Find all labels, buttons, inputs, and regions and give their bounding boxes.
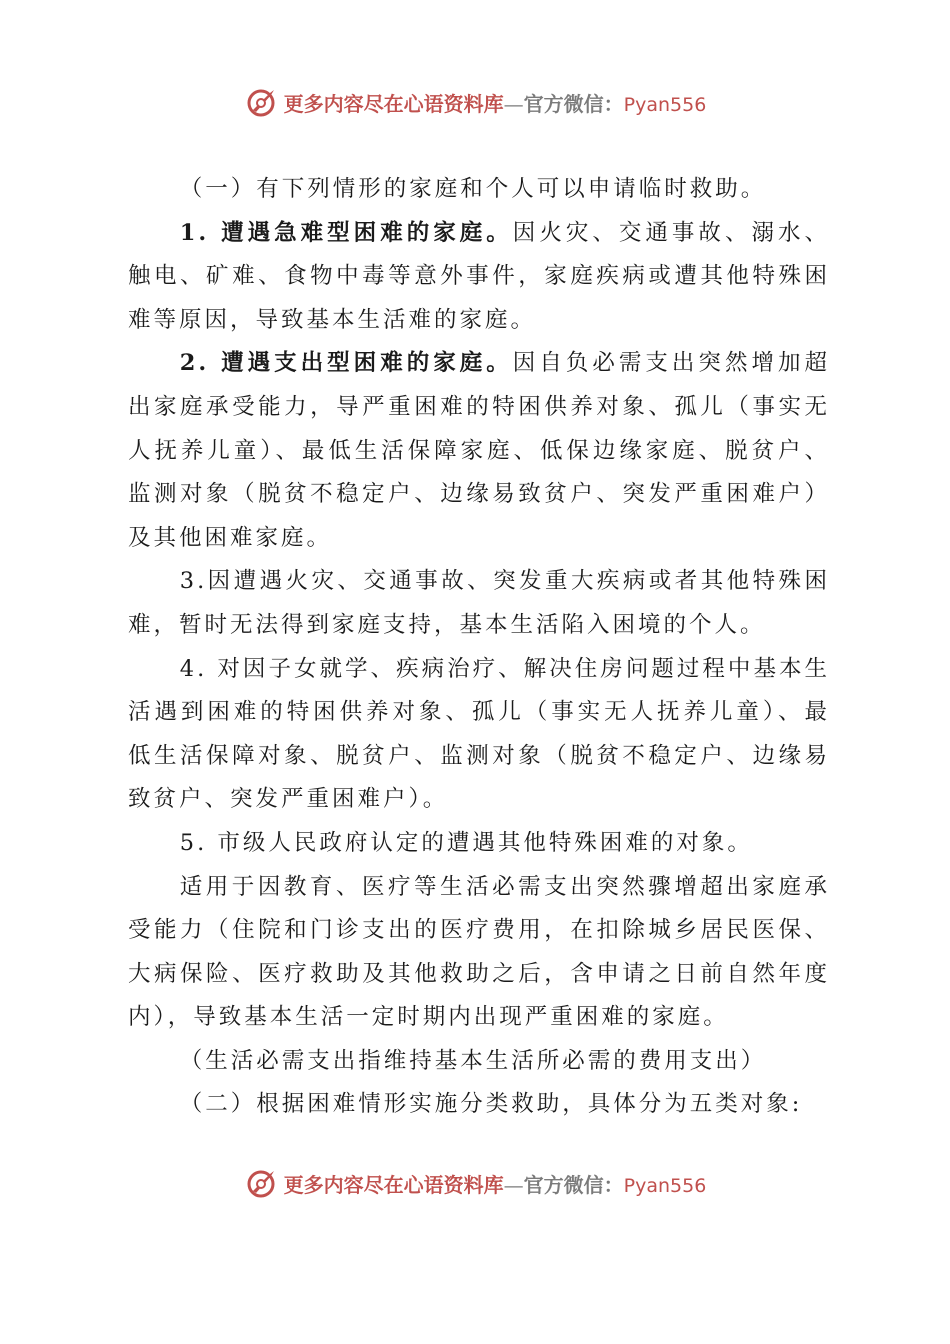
paragraph-5-text: 4. 对因子女就学、疾病治疗、解决住房问题过程中基本生活遇到困难的特困供养对象、孤儿（事实无人抚养儿童）、最低生活保障对象、脱贫户、监测对象（脱贫不稳定户、边缘易致贫户、突发严重困难户）。 — [128, 655, 830, 813]
paragraph-9 — [128, 1083, 830, 1127]
paragraph-4-text: 3.因遭遇火灾、交通事故、突发重大疾病或者其他特殊困难，暂时无法得到家庭支持，基本生活陷入困境的个人。 — [128, 568, 830, 638]
paragraph-3 — [128, 342, 830, 560]
watermark-banner-bottom — [0, 1163, 950, 1203]
watermark-separator: — — [503, 91, 524, 116]
paragraph-1-text: （一）有下列情形的家庭和个人可以申请临时救助。 — [179, 176, 767, 202]
paragraph-9-text: （二）根据困难情形实施分类救助，具体分为五类对象: — [179, 1091, 803, 1118]
paragraph-7 — [128, 866, 830, 1040]
brush-logo-icon — [244, 84, 280, 120]
paragraph-2 — [128, 212, 830, 343]
paragraph-2-lead: 1. 遭遇急难型困难的家庭。 — [179, 219, 513, 246]
paragraph-7-text: 适用于因教育、医疗等生活必需支出突然骤增超出家庭承受能力（住院和门诊支出的医疗费用，在扣除城乡居民医保、大病保险、医疗救助及其他救助之后，含申请之日前自然年度内），导致基本生活一定时期内出现严重困难的家庭。 — [128, 873, 830, 1031]
paragraph-3-text: 因自负必需支出突然增加超出家庭承受能力，导严重困难的特困供养对象、孤儿（事实无人抚养儿童）、最低生活保障家庭、低保边缘家庭、脱贫户、监测对象（脱贫不稳定户、边缘易致贫户、突发严重困难户）及其他困难家庭。 — [128, 350, 830, 551]
watermark-wechat-label: 官方微信： — [523, 91, 624, 116]
paragraph-8 — [128, 1040, 830, 1084]
paragraph-2-text: 因火灾、交通事故、溺水、触电、矿难、食物中毒等意外事件，家庭疾病或遭其他特殊困难等原因，导致基本生活难的家庭。 — [128, 219, 830, 333]
paragraph-8-text: （生活必需支出指维持基本生活所必需的费用支出） — [179, 1047, 767, 1074]
paragraph-5 — [128, 648, 830, 822]
paragraph-1 — [128, 168, 830, 212]
paragraph-4 — [128, 560, 830, 647]
brush-logo-icon — [244, 1165, 280, 1201]
paragraph-6-text: 5. 市级人民政府认定的遭遇其他特殊困难的对象。 — [179, 829, 753, 856]
watermark-text — [284, 1169, 707, 1198]
watermark-wechat-id: Pyan556 — [623, 1174, 707, 1197]
watermark-main: 更多内容尽在心语资料库 — [283, 1172, 504, 1197]
watermark-separator: — — [503, 1172, 524, 1197]
document-body — [128, 168, 830, 1127]
paragraph-6 — [128, 822, 830, 866]
watermark-wechat-id: Pyan556 — [623, 93, 707, 116]
watermark-banner-top — [0, 82, 950, 122]
watermark-main: 更多内容尽在心语资料库 — [283, 91, 504, 116]
watermark-text — [284, 88, 707, 117]
watermark-wechat-label: 官方微信： — [523, 1172, 624, 1197]
paragraph-3-lead: 2. 遭遇支出型困难的家庭。 — [179, 350, 513, 377]
